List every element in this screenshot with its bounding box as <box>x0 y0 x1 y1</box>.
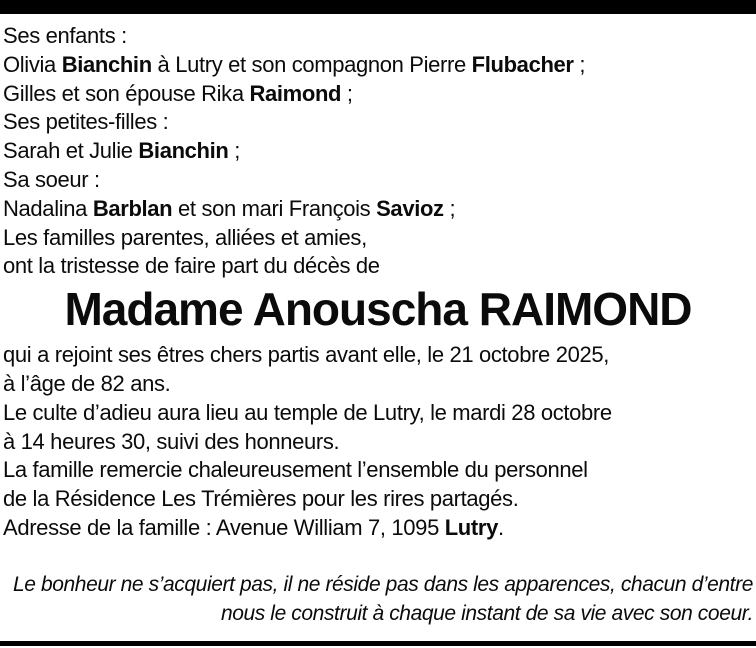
text-segment: ; <box>573 51 586 77</box>
quote-line: nous le construit à chaque instant de sa vie avec son coeur. <box>220 601 753 625</box>
intro-line <box>3 166 753 195</box>
text-segment: à l’âge de 82 ans. <box>3 370 171 396</box>
body-line <box>3 399 753 428</box>
intro-line <box>3 195 753 224</box>
deceased-name: Madame Anouscha RAIMOND <box>64 283 692 336</box>
text-segment: Adresse de la famille : Avenue William 7, 1095 <box>3 514 445 540</box>
body-line <box>3 341 753 370</box>
announcement-block <box>3 341 753 543</box>
text-segment: Gilles et son épouse Rika <box>3 80 250 106</box>
text-segment: ; <box>443 195 456 221</box>
body-line <box>3 485 753 514</box>
text-segment: Les familles parentes, alliées et amies, <box>3 224 367 250</box>
body-line <box>3 456 753 485</box>
closing-quote <box>3 571 753 629</box>
intro-line <box>3 108 753 137</box>
text-segment: Ses petites-filles : <box>3 109 169 135</box>
body-line <box>3 370 753 399</box>
family-name: Savioz <box>376 195 444 221</box>
bottom-rule <box>0 641 756 646</box>
text-segment: de la Résidence Les Trémières pour les rires partagés. <box>3 486 519 512</box>
intro-line <box>3 80 753 109</box>
text-segment: à 14 heures 30, suivi des honneurs. <box>3 428 340 454</box>
family-name: Bianchin <box>138 138 229 164</box>
text-segment: Le culte d’adieu aura lieu au temple de Lutry, le mardi 28 octobre <box>3 399 612 425</box>
family-name: Bianchin <box>61 51 152 77</box>
notice-content <box>0 14 756 628</box>
text-segment: Sarah et Julie <box>3 138 139 164</box>
text-segment: Ses enfants : <box>3 23 127 48</box>
text-segment: Olivia <box>3 51 62 77</box>
text-segment: La famille remercie chaleureusement l’ensemble du personnel <box>3 457 588 483</box>
text-segment: à Lutry et son compagnon Pierre <box>151 51 472 77</box>
intro-line <box>3 137 753 166</box>
text-segment: Nadalina <box>3 195 93 221</box>
quote-line: Le bonheur ne s’acquiert pas, il ne réside pas dans les apparences, chacun d’entre <box>12 572 753 596</box>
text-segment: . <box>497 514 504 540</box>
intro-line <box>3 224 753 253</box>
text-segment: qui a rejoint ses êtres chers partis avant elle, le 21 octobre 2025, <box>3 342 610 368</box>
family-intro-block <box>3 22 753 281</box>
family-name: Barblan <box>92 195 173 221</box>
family-name: Flubacher <box>471 51 574 77</box>
intro-line <box>3 22 753 51</box>
body-line <box>3 428 753 457</box>
family-address-line <box>3 514 753 543</box>
place-name: Lutry <box>444 514 498 540</box>
text-segment: ; <box>341 80 353 106</box>
top-rule <box>0 0 756 14</box>
text-segment: et son mari François <box>172 195 377 221</box>
family-name: Raimond <box>249 80 342 106</box>
text-segment: ont la tristesse de faire part du décès de <box>3 253 380 279</box>
intro-line <box>3 51 753 80</box>
text-segment: Sa soeur : <box>3 166 100 192</box>
intro-line <box>3 252 753 281</box>
text-segment: ; <box>228 138 241 164</box>
